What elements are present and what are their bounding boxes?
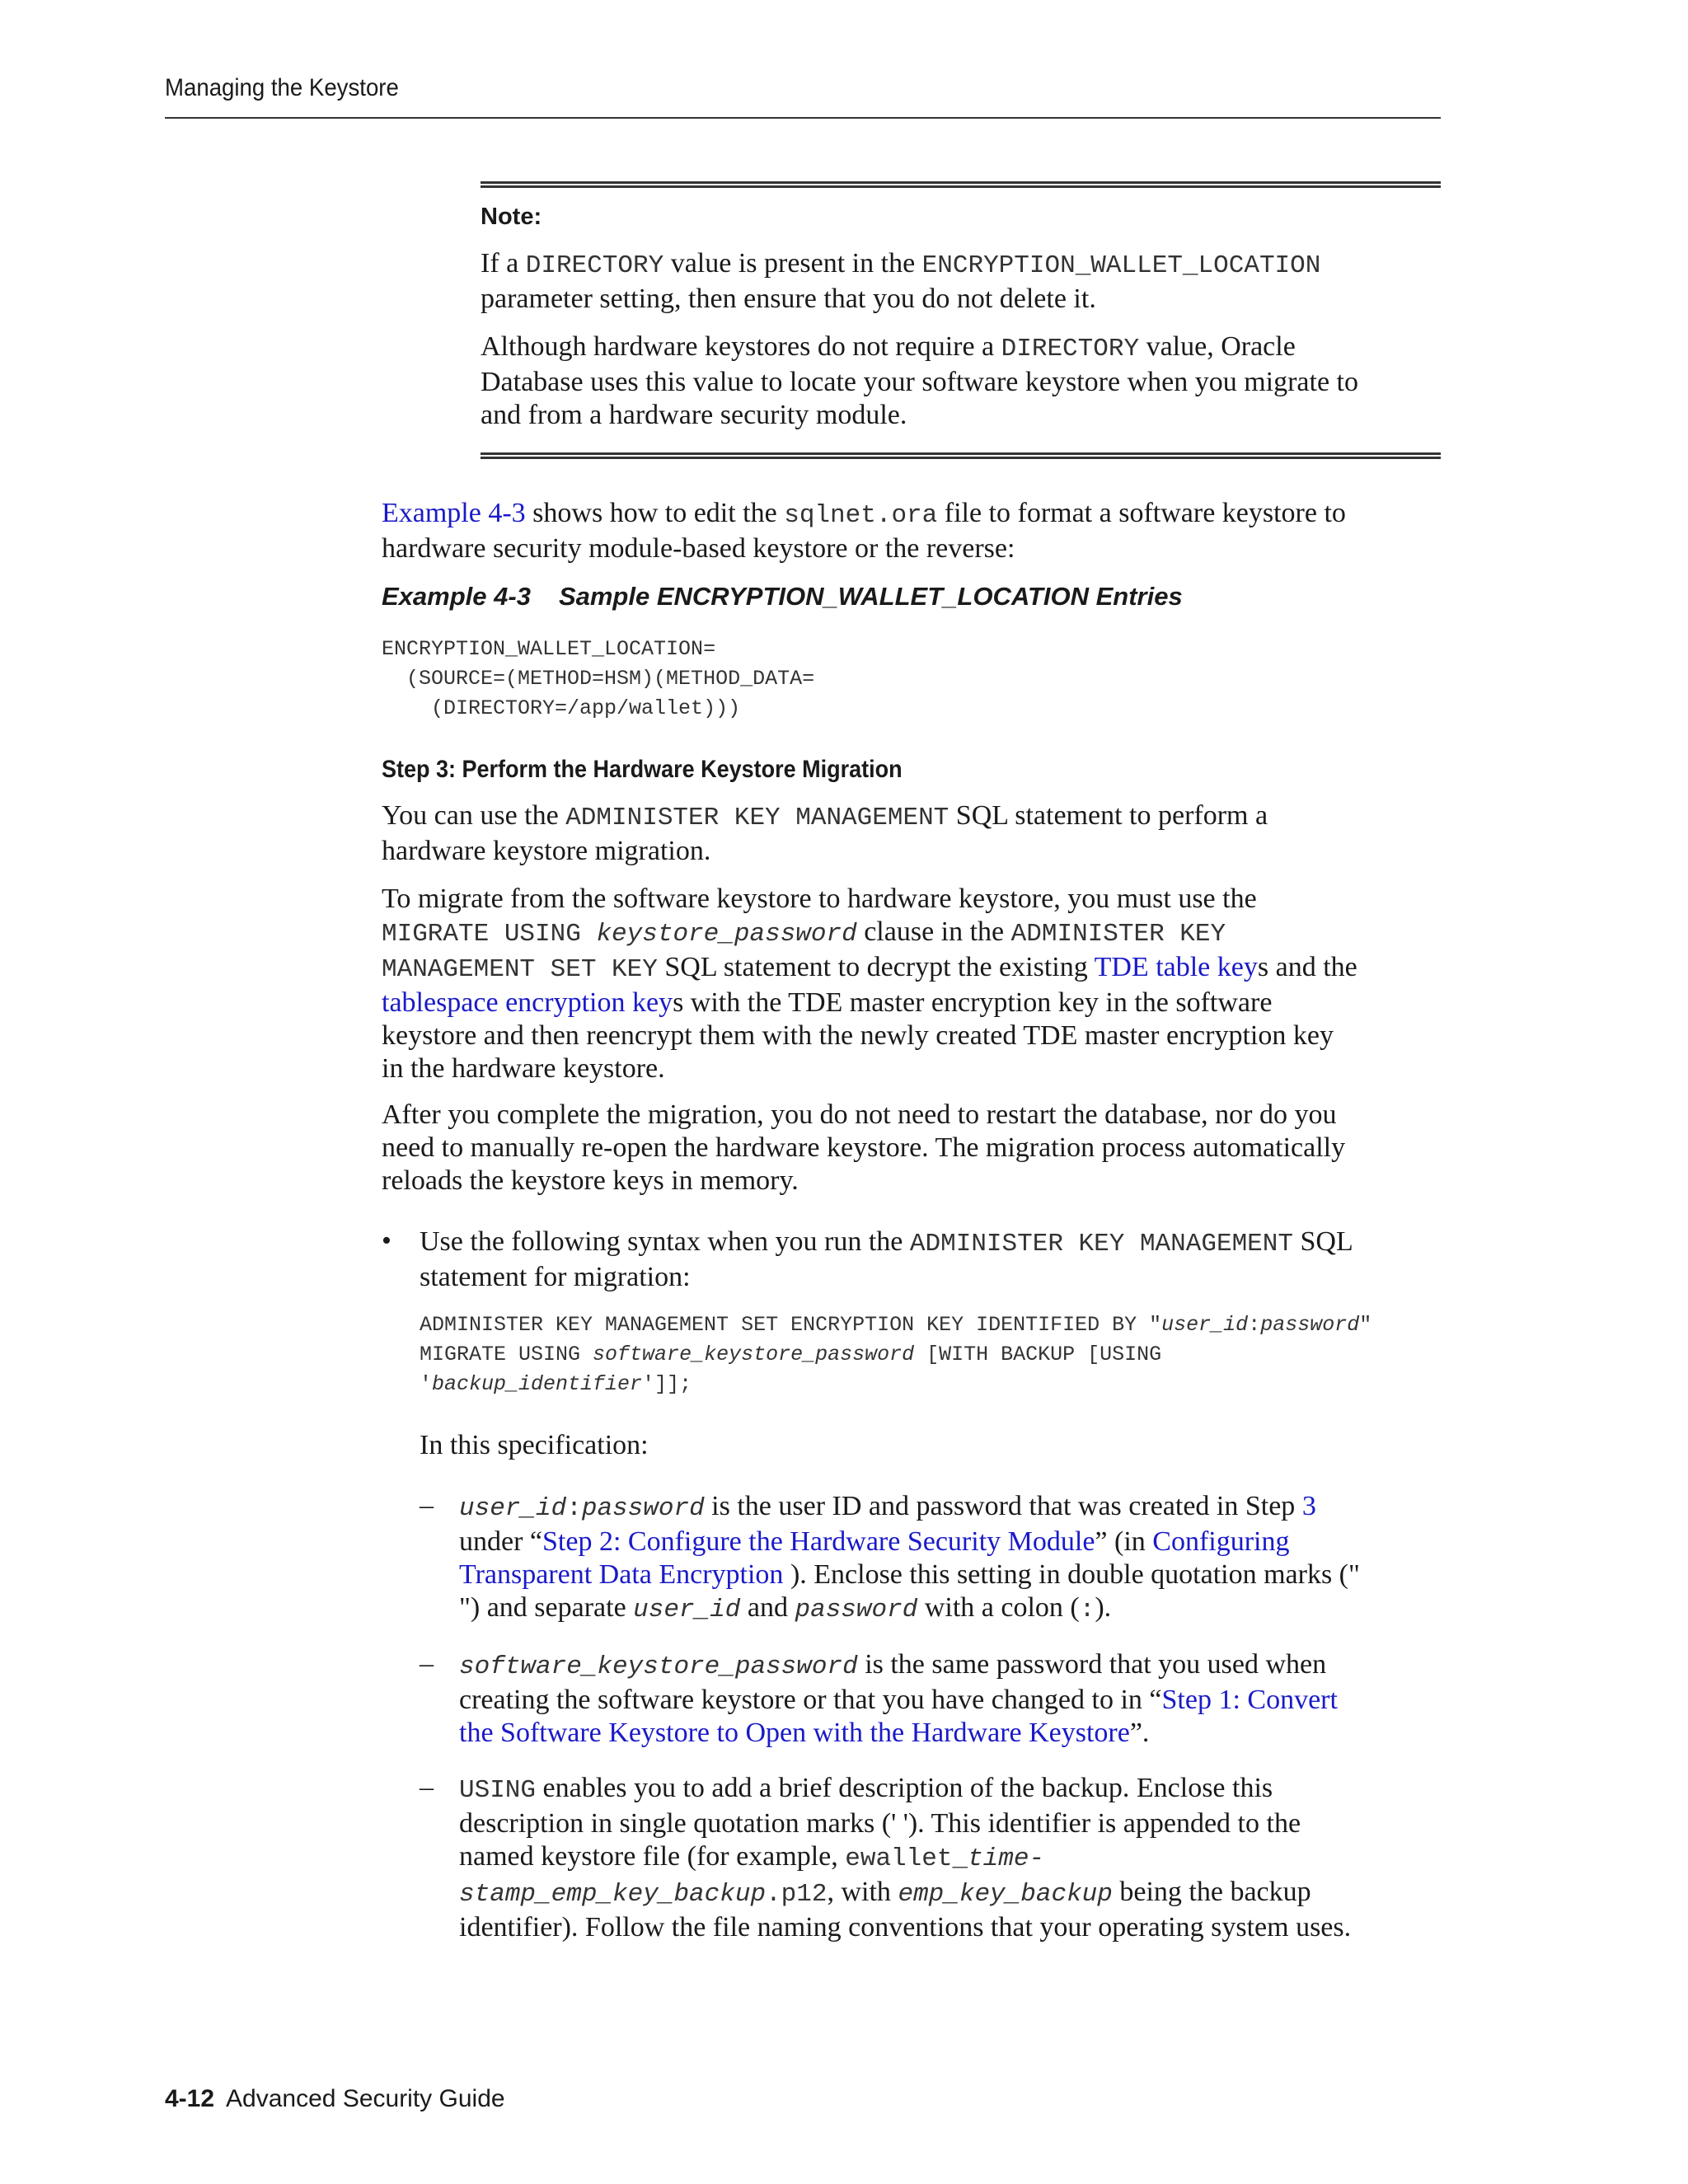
page-footer [165, 2085, 505, 2113]
code-encryption-wallet-location: ENCRYPTION_WALLET_LOCATION [921, 251, 1321, 280]
guide-title: Advanced Security Guide [226, 2085, 505, 2112]
example-caption: Example 4-3 Sample ENCRYPTION_WALLET_LOCATION Entries [382, 582, 1183, 611]
example-code-block [382, 635, 814, 724]
tde-table-key-link[interactable]: TDE table key [1094, 952, 1258, 982]
intro-paragraph: Example 4-3 shows how to edit the sqlnet.ora file to format a software keystore to hardware security module-based keystore or the reverse: [382, 498, 1346, 564]
note-paragraph-1: If a DIRECTORY value is present in the ENCRYPTION_WALLET_LOCATION parameter setting, then ensure that you do not delete it. [481, 248, 1321, 314]
step-1-link[interactable]: Step 1: Convert [1161, 1685, 1338, 1715]
example-4-3-link[interactable]: Example 4-3 [382, 498, 526, 528]
header-rule [165, 117, 1441, 119]
note-label: Note: [481, 204, 542, 230]
bullet-icon: • [382, 1226, 392, 1256]
bullet-paragraph: Use the following syntax when you run the ADMINISTER KEY MANAGEMENT SQL statement for migration: [420, 1226, 1353, 1292]
step-3-link[interactable]: 3 [1301, 1491, 1316, 1521]
code-directory: DIRECTORY [525, 251, 664, 280]
step3-paragraph-1: You can use the ADMINISTER KEY MANAGEMENT SQL statement to perform a hardware keystore migration. [382, 800, 1268, 866]
code-line: ENCRYPTION_WALLET_LOCATION= [382, 637, 716, 661]
code-line: (DIRECTORY=/app/wallet))) [382, 696, 741, 720]
spec-paragraph: In this specification: [420, 1430, 649, 1460]
dash-item-software-keystore-password: software_keystore_password is the same password that you used when creating the software keystore or that you have changed to in “Step 1: Convert the Software Keystore to Open with the Hardware Keystore”. [459, 1649, 1338, 1748]
step-2-link[interactable]: Step 2: Configure the Hardware Security Module [542, 1526, 1095, 1557]
dash-icon: – [420, 1490, 434, 1521]
step3-paragraph-2: To migrate from the software keystore to hardware keystore, you must use the MIGRATE USING keystore_password clause in the ADMINISTER KEY MANAGEMENT SET KEY SQL statement to decrypt the existing TDE table keys and the tablespace encryption keys with the TDE master encryption key in the software keystore and then reencrypt them with the newly created TDE master encryption key in the hardware keystore. [382, 883, 1357, 1084]
note-paragraph-2: Although hardware keystores do not require a DIRECTORY value, Oracle Database uses this value to locate your software keystore when you migrate to and from a hardware security module. [481, 331, 1359, 430]
running-header: Managing the Keystore [165, 74, 399, 101]
step3-paragraph-3: After you complete the migration, you do not need to restart the database, nor do you need to manually re-open the hardware keystore. The migration process automatically reloads the keystore keys in memory. [382, 1099, 1346, 1196]
note-bottom-rule [481, 452, 1441, 459]
step-1-link-cont[interactable]: the Software Keystore to Open with the Hardware Keystore [459, 1718, 1130, 1748]
syntax-code-block: ADMINISTER KEY MANAGEMENT SET ENCRYPTION KEY IDENTIFIED BY "user_id:password" MIGRATE USING software_keystore_password [WITH BACKUP [USING 'backup_identifier']]; [420, 1313, 1372, 1396]
code-line: (SOURCE=(METHOD=HSM)(METHOD_DATA= [382, 667, 815, 691]
configuring-tde-link-cont[interactable]: Transparent Data Encryption [459, 1559, 784, 1590]
dash-icon: – [420, 1648, 434, 1679]
page-number: 4-12 [165, 2085, 215, 2112]
configuring-tde-link[interactable]: Configuring [1152, 1526, 1290, 1557]
step-3-heading: Step 3: Perform the Hardware Keystore Migration [382, 756, 903, 783]
dash-item-user-id: user_id:password is the user ID and password that was created in Step 3 under “Step 2: Configure the Hardware Security Module” (in Configuring Transparent Data Encryption ). Enclose this setting in double quotation marks (" ") and separate user_id and password with a colon (:). [459, 1491, 1360, 1624]
dash-icon: – [420, 1772, 434, 1802]
note-top-rule [481, 181, 1441, 188]
tablespace-encryption-key-link[interactable]: tablespace encryption key [382, 987, 673, 1018]
dash-item-using: USING enables you to add a brief description of the backup. Enclose this description in single quotation marks (' '). This identifier is appended to the named keystore file (for example, ewallet_time- stamp_emp_key_backup.p12, with emp_key_backup being the backup identifier). Follow the file naming conventions that your operating system uses. [459, 1773, 1352, 1943]
